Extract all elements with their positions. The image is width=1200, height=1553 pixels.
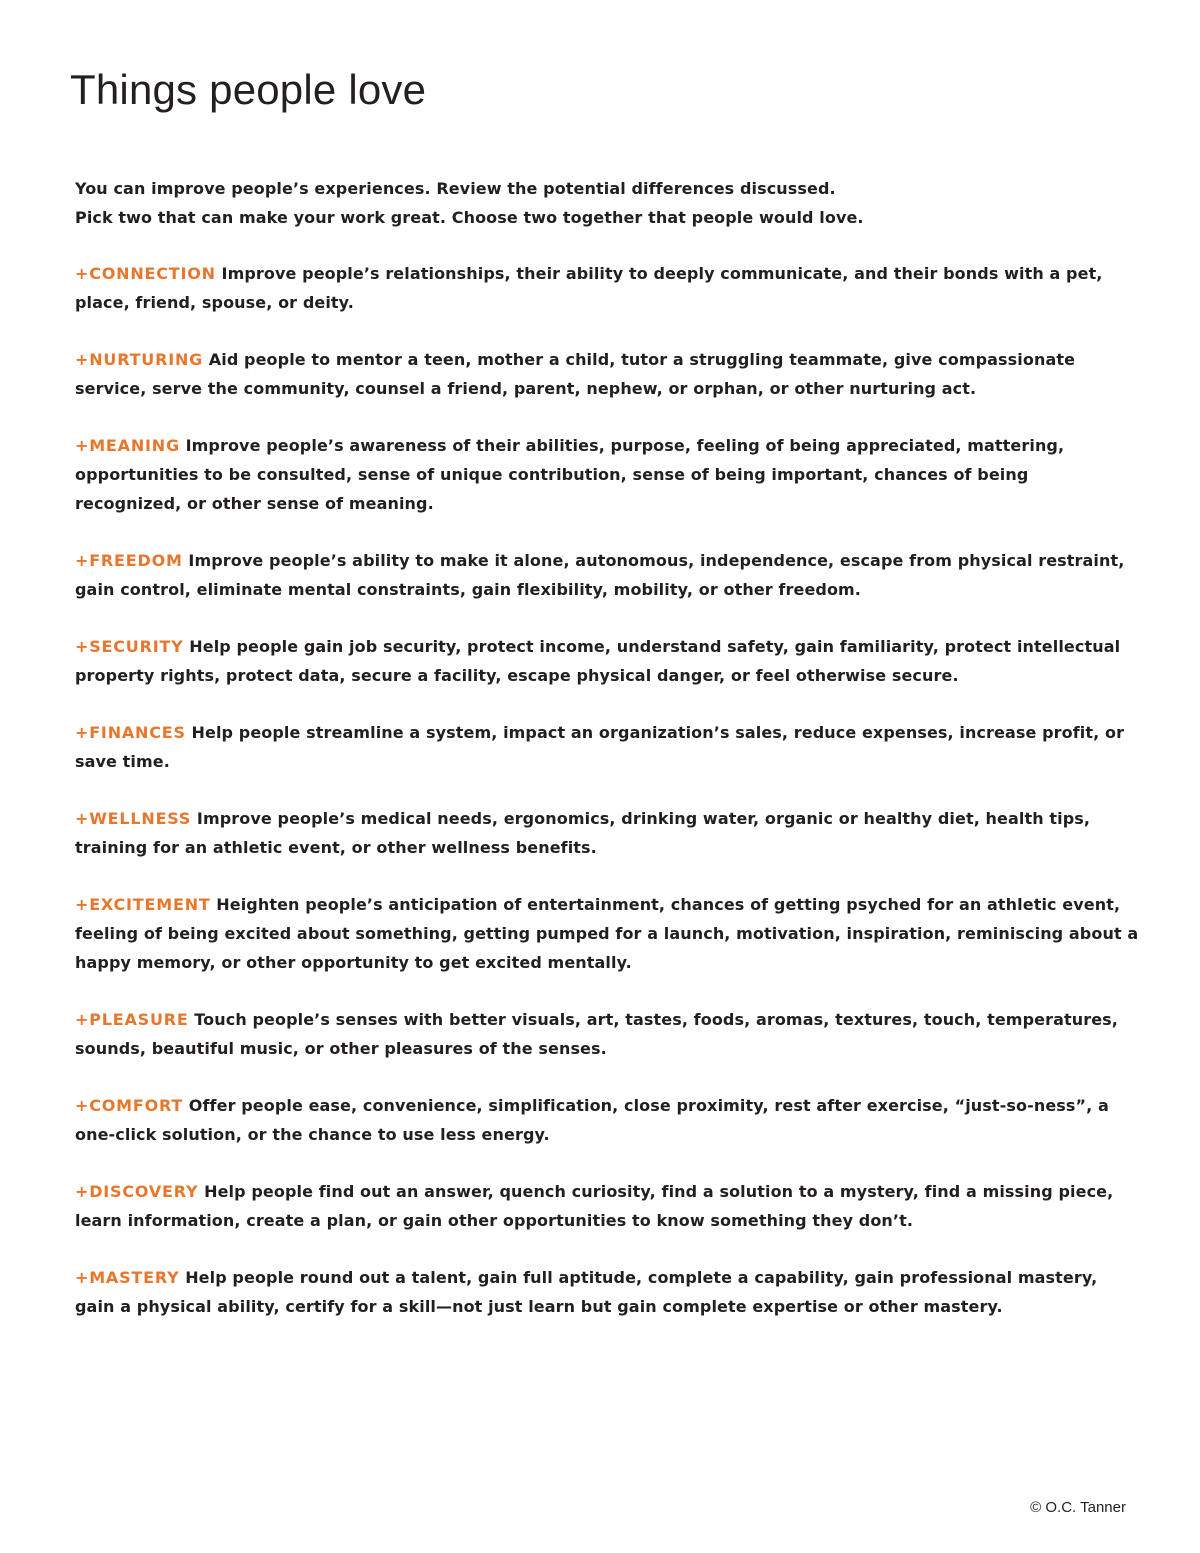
item-keyword: +MEANING (75, 436, 180, 455)
love-list (75, 259, 1140, 1349)
page-title: Things people love (70, 66, 427, 113)
list-item-excitement (75, 890, 1140, 977)
item-text: Improve people’s relationships, their ability to deeply communicate, and their bonds with a pet, place, friend, spouse, or deity. (75, 264, 1103, 312)
list-item-freedom (75, 546, 1140, 604)
item-keyword: +SECURITY (75, 637, 184, 656)
copyright-footer: © O.C. Tanner (1030, 1499, 1126, 1516)
item-text: Help people streamline a system, impact an organization’s sales, reduce expenses, increase profit, or save time. (75, 723, 1125, 771)
intro-line: You can improve people’s experiences. Review the potential differences discussed. (75, 179, 836, 198)
list-item-comfort (75, 1091, 1140, 1149)
list-item-meaning (75, 431, 1140, 518)
item-keyword: +FREEDOM (75, 551, 183, 570)
list-item-discovery (75, 1177, 1140, 1235)
intro-line: Pick two that can make your work great. Choose two together that people would love. (75, 208, 864, 227)
item-text: Improve people’s ability to make it alone, autonomous, independence, escape from physical restraint, gain control, eliminate mental constraints, gain flexibility, mobility, or other freedom. (75, 551, 1125, 599)
item-text: Aid people to mentor a teen, mother a child, tutor a struggling teammate, give compassionate service, serve the community, counsel a friend, parent, nephew, or orphan, or other nurturing act. (75, 350, 1076, 398)
list-item-nurturing (75, 345, 1140, 403)
intro (75, 174, 1135, 232)
item-keyword: +NURTURING (75, 350, 204, 369)
list-item-pleasure (75, 1005, 1140, 1063)
item-keyword: +PLEASURE (75, 1010, 189, 1029)
item-text: Heighten people’s anticipation of entertainment, chances of getting psyched for an athletic event, feeling of being excited about something, getting pumped for a launch, motivation, inspiration, reminiscing about a happy memory, or other opportunity to get excited mentally. (75, 895, 1139, 972)
item-keyword: +DISCOVERY (75, 1182, 199, 1201)
item-text: Help people round out a talent, gain full aptitude, complete a capability, gain professional mastery, gain a physical ability, certify for a skill—not just learn but gain complete expertise or other mastery. (75, 1268, 1098, 1316)
list-item-wellness (75, 804, 1140, 862)
item-text: Improve people’s awareness of their abilities, purpose, feeling of being appreciated, mattering, opportunities to be consulted, sense of unique contribution, sense of being important, chances of being recognized, or other sense of meaning. (75, 436, 1065, 513)
item-keyword: +EXCITEMENT (75, 895, 211, 914)
list-item-mastery (75, 1263, 1140, 1321)
item-keyword: +WELLNESS (75, 809, 192, 828)
item-keyword: +MASTERY (75, 1268, 180, 1287)
list-item-finances (75, 718, 1140, 776)
item-text: Touch people’s senses with better visuals, art, tastes, foods, aromas, textures, touch, temperatures, sounds, beautiful music, or other pleasures of the senses. (75, 1010, 1118, 1058)
item-text: Offer people ease, convenience, simplification, close proximity, rest after exercise, “just-so-ness”, a one-click solution, or the chance to use less energy. (75, 1096, 1109, 1144)
item-text: Improve people’s medical needs, ergonomics, drinking water, organic or healthy diet, health tips, training for an athletic event, or other wellness benefits. (75, 809, 1091, 857)
item-keyword: +FINANCES (75, 723, 186, 742)
item-keyword: +COMFORT (75, 1096, 184, 1115)
list-item-connection (75, 259, 1140, 317)
list-item-security (75, 632, 1140, 690)
item-text: Help people find out an answer, quench curiosity, find a solution to a mystery, find a missing piece, learn information, create a plan, or gain other opportunities to know something they don’t. (75, 1182, 1114, 1230)
item-text: Help people gain job security, protect income, understand safety, gain familiarity, protect intellectual property rights, protect data, secure a facility, escape physical danger, or feel otherwise secure. (75, 637, 1121, 685)
item-keyword: +CONNECTION (75, 264, 216, 283)
